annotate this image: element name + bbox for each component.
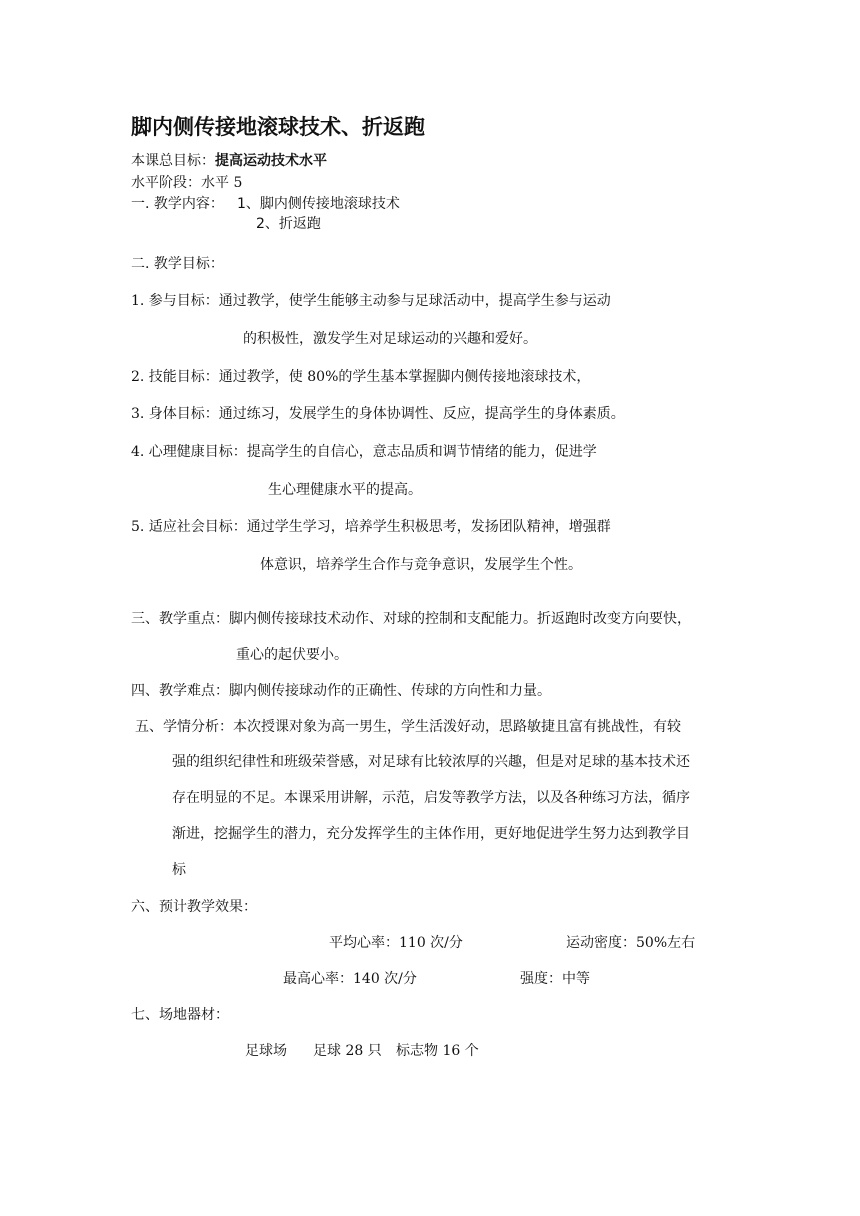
page-title: 脚内侧传接地滚球技术、折返跑 — [131, 115, 425, 139]
content-item-1: 1、脚内侧传接地滚球技术 — [237, 196, 400, 212]
objective-social-line-2: 体意识，培养学生合作与竞争意识，发展学生个性。 — [260, 557, 582, 573]
effect-density: 运动密度：50%左右 — [566, 935, 696, 951]
analysis-line-5: 标 — [172, 862, 186, 878]
objectives-heading: 二. 教学目标： — [131, 256, 224, 272]
equipment-heading: 七、场地器材： — [131, 1007, 229, 1023]
effect-intensity: 强度：中等 — [520, 971, 590, 987]
objective-participation-line-2: 的积极性，激发学生对足球运动的兴趣和爱好。 — [243, 331, 537, 347]
difficulties: 四、教学难点：脚内侧传接球动作的正确性、传球的方向性和力量。 — [131, 683, 551, 699]
objective-participation-line-1: 1. 参与目标：通过教学，使学生能够主动参与足球活动中，提高学生参与运动 — [131, 293, 611, 309]
analysis-line-3: 存在明显的不足。本课采用讲解，示范，启发等教学方法，以及各种练习方法，循序 — [172, 790, 690, 806]
key-points-line-2: 重心的起伏要小。 — [236, 647, 348, 663]
effect-avg-heart-rate: 平均心率：110 次/分 — [329, 935, 463, 951]
analysis-line-1: 五、学情分析：本次授课对象为高一男生，学生活泼好动，思路敏捷且富有挑战性，有较 — [135, 719, 681, 735]
total-goal-line — [131, 152, 327, 170]
objective-mental-line-2: 生心理健康水平的提高。 — [268, 482, 422, 498]
level-line: 水平阶段：水平 5 — [131, 175, 243, 191]
total-goal-label: 本课总目标： — [131, 153, 215, 169]
objective-skill: 2. 技能目标：通过教学，使 80%的学生基本掌握脚内侧传接地滚球技术， — [131, 369, 591, 385]
analysis-line-4: 渐进，挖掘学生的潜力，充分发挥学生的主体作用，更好地促进学生努力达到教学目 — [172, 826, 690, 842]
equipment-markers: 标志物 16 个 — [396, 1043, 479, 1059]
key-points-line-1: 三、教学重点：脚内侧传接球技术动作、对球的控制和支配能力。折返跑时改变方向要快， — [131, 611, 691, 627]
content-item-2: 2、折返跑 — [256, 216, 321, 232]
effect-max-heart-rate: 最高心率：140 次/分 — [283, 971, 417, 987]
total-goal-value: 提高运动技术水平 — [215, 153, 327, 169]
equipment-field: 足球场 — [245, 1043, 287, 1059]
objective-physical: 3. 身体目标：通过练习，发展学生的身体协调性、反应，提高学生的身体素质。 — [131, 406, 625, 422]
analysis-line-2: 强的组织纪律性和班级荣誉感，对足球有比较浓厚的兴趣，但是对足球的基本技术还 — [172, 754, 690, 770]
equipment-balls: 足球 28 只 — [313, 1043, 382, 1059]
objective-mental-line-1: 4. 心理健康目标：提高学生的自信心，意志品质和调节情绪的能力，促进学 — [131, 444, 597, 460]
objective-social-line-1: 5. 适应社会目标：通过学生学习，培养学生积极思考，发扬团队精神，增强群 — [131, 519, 611, 535]
effect-heading: 六、预计教学效果： — [131, 899, 257, 915]
content-label: 一. 教学内容： — [131, 196, 224, 212]
